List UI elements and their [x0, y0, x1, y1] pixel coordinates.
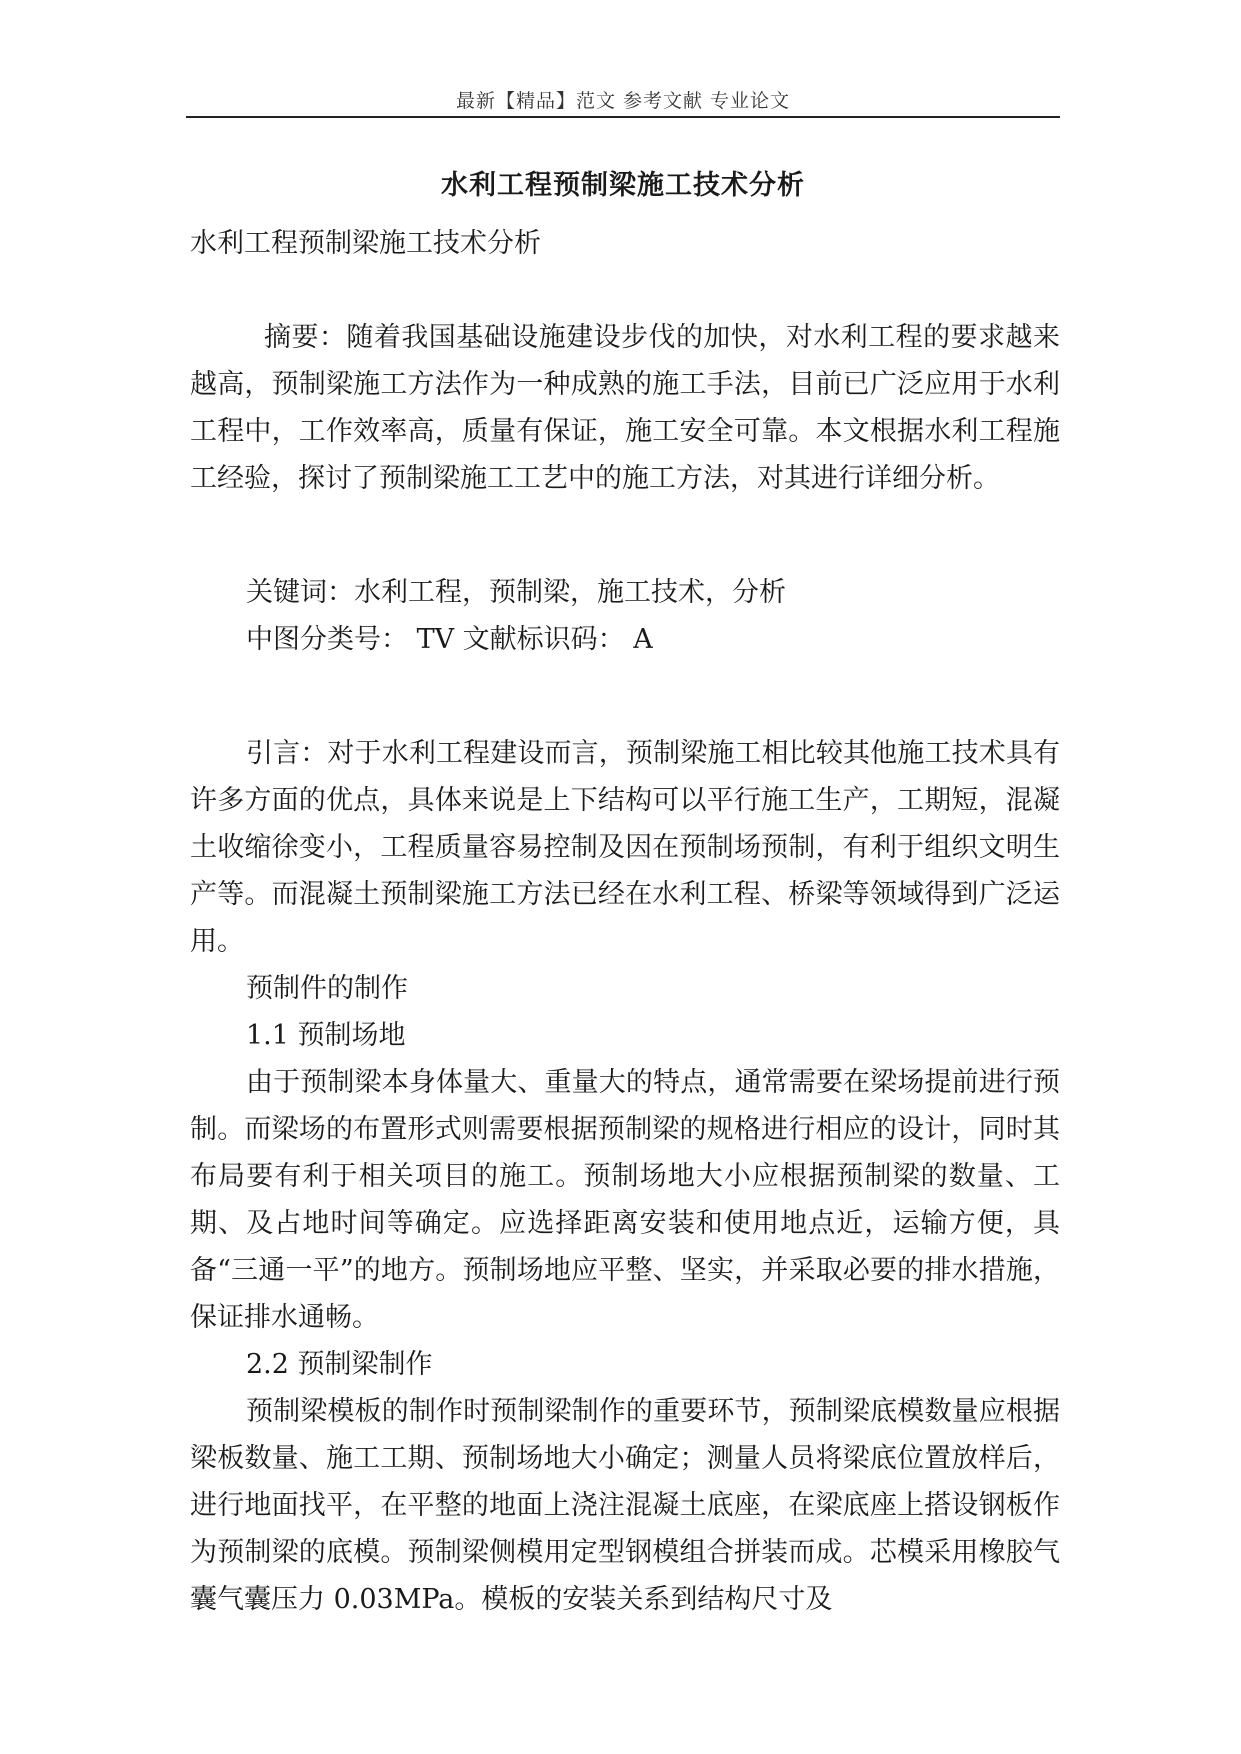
- spacer: [190, 549, 1060, 569]
- section-2-2-heading: 2.2 预制梁制作: [246, 1349, 433, 1380]
- document-body: [190, 220, 1060, 1623]
- introduction-paragraph: 引言：对于水利工程建设而言，预制梁施工相比较其他施工技术具有许多方面的优点，具体来说是上下结构可以平行施工生产，工期短，混凝土收缩徐变小，工程质量容易控制及因在预制场预制，有利于组织文明生产等。而混凝土预制梁施工方法已经在水利工程、桥梁等领域得到广泛运用。: [190, 738, 1060, 957]
- spacer: [190, 663, 1060, 710]
- section-1-heading: 预制件的制作: [246, 973, 408, 1004]
- section-1-1-heading: 1.1 预制场地: [246, 1020, 406, 1051]
- spacer: [190, 710, 1060, 730]
- section-2-2-paragraph: 预制梁模板的制作时预制梁制作的重要环节，预制梁底模数量应根据梁板数量、施工工期、预制场地大小确定；测量人员将梁底位置放样后，进行地面找平，在平整的地面上浇注混凝土底座，在梁底座上搭设钢板作为预制梁的底模。预制梁侧模用定型钢模组合拼装而成。芯模采用橡胶气囊气囊压力 0.03MPa。模板的安装关系到结构尺寸及: [190, 1396, 1060, 1615]
- document-title: 水利工程预制梁施工技术分析: [441, 170, 805, 201]
- document-subtitle: 水利工程预制梁施工技术分析: [190, 228, 541, 259]
- spacer: [190, 267, 1060, 314]
- abstract-paragraph: 摘要：随着我国基础设施建设步伐的加快，对水利工程的要求越来越高，预制梁施工方法作为一种成熟的施工手法，目前已广泛应用于水利工程中，工作效率高，质量有保证，施工安全可靠。本文根据水利工程施工经验，探讨了预制梁施工工艺中的施工方法，对其进行详细分析。: [190, 322, 1060, 494]
- header-rule: [186, 116, 1060, 118]
- section-1-1-paragraph: 由于预制梁本身体量大、重量大的特点，通常需要在梁场提前进行预制。而梁场的布置形式则需要根据预制梁的规格进行相应的设计，同时其布局要有利于相关项目的施工。预制场地大小应根据预制梁的数量、工期、及占地时间等确定。应选择距离安装和使用地点近，运输方便，具备“三通一平”的地方。预制场地应平整、坚实，并采取必要的排水措施，保证排水通畅。: [190, 1067, 1060, 1333]
- keywords-line: 关键词：水利工程，预制梁，施工技术，分析: [246, 577, 786, 608]
- classification-line: 中图分类号： TV 文献标识码： A: [246, 624, 653, 655]
- page-header: 最新【精品】范文 参考文献 专业论文: [455, 90, 791, 112]
- spacer: [190, 502, 1060, 549]
